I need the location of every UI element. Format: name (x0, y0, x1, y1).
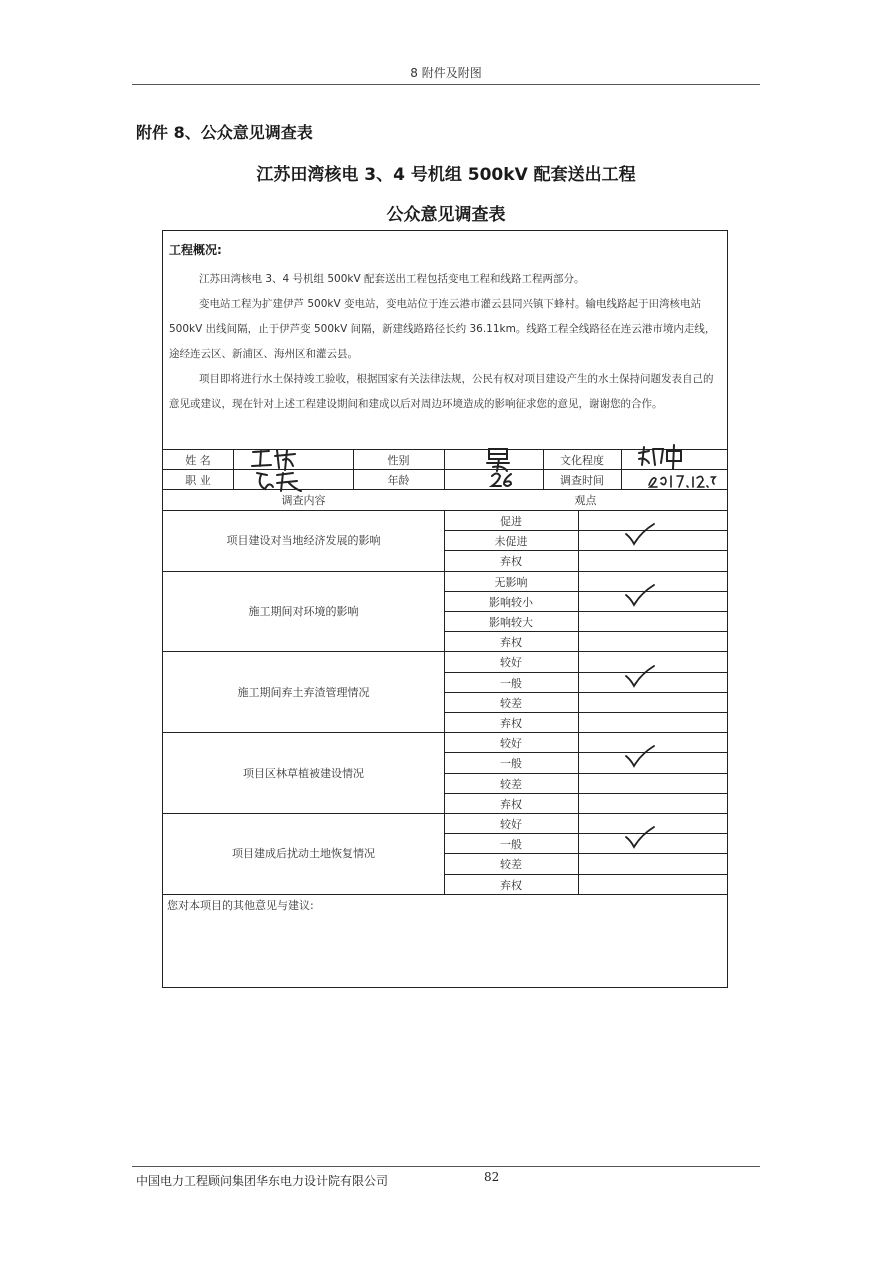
appendix-title: 附件 8、公众意见调查表 (136, 123, 313, 142)
table-rule (444, 550, 727, 551)
footer-company: 中国电力工程顾问集团华东电力设计院有限公司 (136, 1174, 389, 1188)
overview-paragraph: 变电站工程为扩建伊芦 500kV 变电站，变电站位于连云港市灌云县同兴镇下蜂村。输电线路起于田湾核电站 500kV 出线间隔，止于伊芦变 500kV 间隔，新建线路路径长约 36.11km。线路工程全线路径在连云港市境内走线，途经连云区、新浦区、海州区和灌云县。 (169, 298, 716, 360)
column-header-view: 观点 (574, 494, 597, 507)
table-rule (444, 611, 727, 612)
answer-option: 弃权 (500, 636, 522, 650)
answer-option: 较好 (500, 818, 522, 831)
answer-option: 较差 (500, 696, 522, 710)
survey-form (162, 230, 728, 988)
document-title: 江苏田湾核电 3、4 号机组 500kV 配套送出工程 (256, 165, 636, 185)
education-label: 文化程度 (560, 454, 604, 467)
checkmark-icon (623, 664, 657, 688)
question-label: 项目区林草植被建设情况 (243, 766, 364, 780)
survey-time-label: 调查时间 (560, 474, 604, 487)
table-rule (163, 894, 727, 895)
handwritten-gender (481, 445, 517, 473)
handwritten-age (489, 471, 517, 489)
table-rule (444, 530, 727, 531)
question-label: 施工期间弃土弃渣管理情况 (237, 685, 370, 699)
table-rule (163, 571, 727, 572)
table-rule (444, 631, 727, 632)
question-label: 施工期间对环境的影响 (248, 605, 359, 618)
answer-option: 一般 (500, 676, 522, 690)
table-rule (444, 591, 727, 592)
table-rule (163, 732, 727, 733)
table-rule (444, 449, 445, 489)
answer-option: 未促进 (494, 535, 528, 549)
table-rule (163, 813, 727, 814)
answer-option: 较差 (500, 777, 522, 791)
page-number: 82 (484, 1170, 500, 1184)
answer-option: 弃权 (500, 555, 522, 569)
checkmark-icon (623, 522, 657, 546)
checkmark-icon (623, 825, 657, 849)
answer-option: 弃权 (500, 878, 522, 892)
answer-option: 影响较小 (489, 595, 533, 609)
answer-option: 影响较大 (489, 616, 533, 629)
answer-option: 较好 (500, 737, 522, 751)
table-rule (163, 651, 727, 652)
name-label: 姓 名 (185, 454, 211, 467)
answer-option: 较好 (500, 656, 522, 670)
table-rule (163, 489, 727, 490)
answer-option: 弃权 (500, 797, 522, 811)
table-rule (444, 672, 727, 673)
question-label: 项目建设对当地经济发展的影响 (226, 534, 381, 548)
table-rule (621, 449, 622, 489)
overview-heading: 工程概况: (169, 243, 222, 257)
table-rule (444, 853, 727, 854)
answer-option: 一般 (500, 838, 522, 852)
answer-option: 一般 (500, 757, 522, 771)
table-rule (578, 510, 579, 571)
answer-option: 弃权 (500, 717, 522, 730)
age-label: 年龄 (387, 474, 410, 487)
table-rule (444, 692, 727, 693)
overview-paragraph: 项目即将进行水土保持竣工验收，根据国家有关法律法规，公民有权对项目建设产生的水土保持问题发表自己的意见或建议，现在针对上述工程建设期间和建成以后对周边环境造成的影响征求您的意见，谢谢您的合作。 (169, 373, 714, 410)
column-header-content: 调查内容 (281, 494, 326, 507)
handwritten-survey-date (647, 471, 717, 491)
handwritten-education (635, 443, 685, 471)
page-header: 8 附件及附图 (410, 66, 482, 80)
table-rule (444, 773, 727, 774)
answer-option: 无影响 (494, 575, 528, 589)
table-rule (233, 449, 234, 489)
header-divider (132, 84, 760, 85)
table-rule (444, 874, 727, 875)
checkmark-icon (623, 583, 657, 607)
form-title: 公众意见调查表 (386, 205, 506, 225)
overview-paragraph: 江苏田湾核电 3、4 号机组 500kV 配套送出工程包括变电工程和线路工程两部分。 (199, 273, 585, 285)
question-label: 项目建成后扰动土地恢复情况 (232, 847, 375, 861)
checkmark-icon (623, 744, 657, 768)
table-rule (444, 752, 727, 753)
other-opinion-label: 您对本项目的其他意见与建议: (167, 899, 314, 912)
gender-label: 性别 (387, 454, 410, 467)
footer-divider (132, 1166, 760, 1167)
answer-option: 促进 (500, 515, 522, 528)
table-rule (444, 793, 727, 794)
table-rule (444, 712, 727, 713)
handwritten-occupation (253, 469, 305, 493)
table-rule (444, 833, 727, 834)
table-rule (163, 510, 727, 511)
answer-option: 较差 (500, 858, 522, 872)
occupation-label: 职 业 (185, 474, 211, 487)
